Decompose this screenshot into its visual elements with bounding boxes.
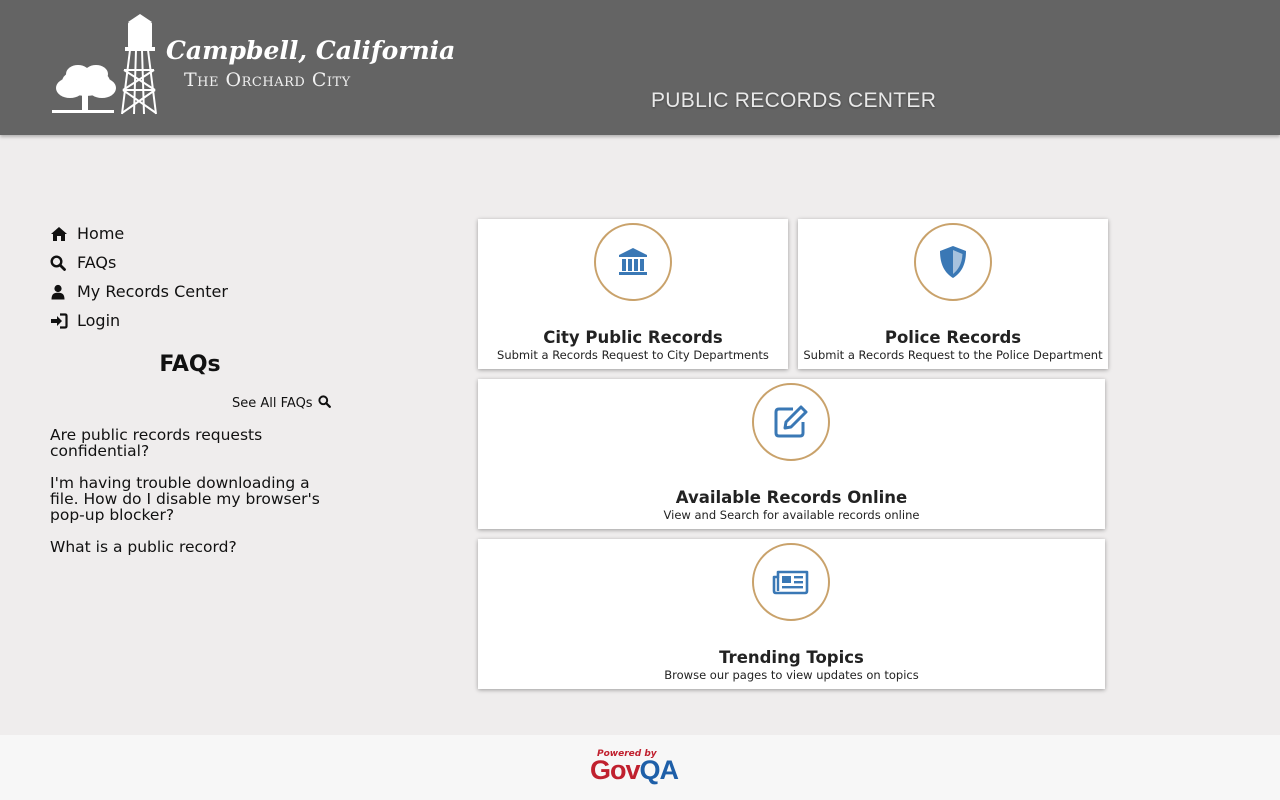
card-subtitle: View and Search for available records online [663,508,920,522]
see-all-faqs-link[interactable] [232,395,331,412]
nav-item-faqs[interactable] [50,248,228,277]
nav-item-label: My Records Center [77,282,228,301]
icon-circle [752,383,830,461]
nav-item-label: FAQs [77,253,117,272]
icon-circle [594,223,672,301]
police-records-card[interactable] [798,219,1108,369]
see-all-faqs-label: See All FAQs [232,396,313,411]
nav-item-label: Home [77,224,125,243]
faqs-heading: FAQs [159,352,221,377]
water-tower-tree-icon [48,10,163,120]
available-records-online-card[interactable] [478,379,1105,529]
search-icon [50,255,77,271]
govqa-logo-gov: Gov [590,755,640,785]
building-icon [617,247,649,277]
govqa-logo[interactable] [590,755,678,786]
page-title: PUBLIC RECORDS CENTER [651,89,937,112]
card-subtitle: Submit a Records Request to the Police Department [803,348,1103,362]
icon-circle [914,223,992,301]
search-icon [318,395,331,412]
newspaper-icon [772,569,810,595]
faq-question[interactable]: What is a public record? [50,538,237,556]
city-public-records-card[interactable] [478,219,788,369]
card-subtitle: Submit a Records Request to City Departments [497,348,769,362]
nav-item-label: Login [77,311,121,330]
powered-by-label: Powered by [597,749,657,759]
nav-item-login[interactable] [50,306,228,335]
campbell-logo[interactable] [48,10,456,120]
user-icon [50,284,77,300]
card-title: Police Records [884,328,1022,347]
card-subtitle: Browse our pages to view updates on topics [664,668,919,682]
govqa-logo-qa: QA [639,755,679,785]
nav-item-home[interactable] [50,219,228,248]
faq-question[interactable]: Are public records requests confidential? [50,426,263,460]
sign-in-icon [50,313,77,329]
faq-list [50,427,325,571]
card-title: Available Records Online [675,488,908,507]
trending-topics-card[interactable] [478,539,1105,689]
sidebar-nav [50,219,228,335]
icon-circle [752,543,830,621]
card-title: Trending Topics [719,648,864,667]
nav-item-my-records-center[interactable] [50,277,228,306]
shield-icon [938,245,968,279]
card-title: City Public Records [543,328,723,347]
edit-icon [773,405,809,439]
home-icon [50,226,77,242]
site-header [0,0,1280,135]
logo-subtitle: The Orchard City [184,69,351,91]
site-footer [0,735,1280,800]
logo-title: Campbell, California [166,36,456,65]
faq-question[interactable]: I'm having trouble downloading a file. How do I disable my browser's pop-up blocker? [50,474,320,524]
